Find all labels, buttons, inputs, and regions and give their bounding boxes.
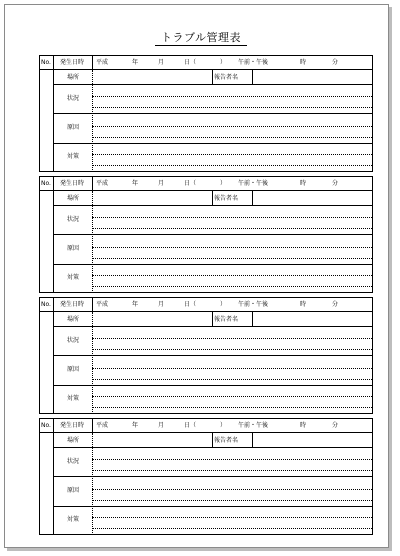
minute-label: 分 xyxy=(332,59,339,66)
year-label: 年 xyxy=(132,301,139,308)
reporter-label: 報告者名 xyxy=(214,195,239,202)
era-label: 平成 xyxy=(96,301,109,308)
number-label: No. xyxy=(41,180,51,187)
cause-label: 原因 xyxy=(66,245,79,252)
hour-label: 時 xyxy=(300,422,307,429)
countermeasure-line[interactable] xyxy=(92,407,372,408)
day-label: 日（ xyxy=(184,301,197,308)
cause-line[interactable] xyxy=(92,137,372,138)
day-label: 日（ xyxy=(184,59,197,66)
countermeasure-line[interactable] xyxy=(92,286,372,287)
year-label: 年 xyxy=(132,59,139,66)
situation-line[interactable] xyxy=(92,470,372,471)
situation-line[interactable] xyxy=(92,338,372,339)
paren-close-label: ） xyxy=(220,301,227,308)
countermeasure-line[interactable] xyxy=(92,165,372,166)
situation-line[interactable] xyxy=(92,349,372,350)
divider xyxy=(212,191,213,205)
divider xyxy=(212,312,213,326)
section-divider xyxy=(54,234,372,235)
place-label: 場所 xyxy=(66,195,79,202)
divider xyxy=(92,419,93,432)
place-row xyxy=(54,312,372,327)
situation-line[interactable] xyxy=(92,96,372,97)
countermeasure-label: 対策 xyxy=(66,395,79,402)
countermeasure-line[interactable] xyxy=(92,528,372,529)
reporter-label: 報告者名 xyxy=(214,437,239,444)
occurrence-datetime-field[interactable] xyxy=(96,181,370,187)
ampm-label: 午前・午後 xyxy=(238,422,269,429)
situation-line[interactable] xyxy=(92,217,372,218)
situation-label: 状況 xyxy=(66,458,79,465)
divider xyxy=(92,298,93,311)
record-number-cell[interactable] xyxy=(40,419,54,535)
month-label: 月 xyxy=(158,301,165,308)
situation-line[interactable] xyxy=(92,228,372,229)
cause-label: 原因 xyxy=(66,487,79,494)
countermeasure-line[interactable] xyxy=(92,517,372,518)
day-label: 日（ xyxy=(184,422,197,429)
divider xyxy=(252,312,253,326)
divider xyxy=(212,433,213,447)
cause-label: 原因 xyxy=(66,124,79,131)
divider xyxy=(92,177,93,190)
place-label: 場所 xyxy=(66,74,79,81)
trouble-record xyxy=(39,55,373,172)
countermeasure-line[interactable] xyxy=(92,396,372,397)
cause-line[interactable] xyxy=(92,489,372,490)
ampm-label: 午前・午後 xyxy=(238,59,269,66)
paren-close-label: ） xyxy=(220,180,227,187)
divider xyxy=(252,433,253,447)
section-divider xyxy=(54,506,372,507)
page-title: トラブル管理表 xyxy=(155,31,247,46)
countermeasure-line[interactable] xyxy=(92,154,372,155)
occurrence-label: 発生日時 xyxy=(60,301,85,308)
record-number-cell[interactable] xyxy=(40,56,54,172)
paren-close-label: ） xyxy=(220,422,227,429)
occurrence-label: 発生日時 xyxy=(60,180,85,187)
cause-line[interactable] xyxy=(92,126,372,127)
trouble-record xyxy=(39,297,373,414)
cause-line[interactable] xyxy=(92,247,372,248)
trouble-record xyxy=(39,418,373,535)
situation-line[interactable] xyxy=(92,459,372,460)
number-label: No. xyxy=(41,59,51,66)
section-divider xyxy=(54,113,372,114)
occurrence-datetime-field[interactable] xyxy=(96,423,370,429)
number-label: No. xyxy=(41,301,51,308)
occurrence-label: 発生日時 xyxy=(60,59,85,66)
section-divider xyxy=(54,476,372,477)
hour-label: 時 xyxy=(300,59,307,66)
occurrence-label: 発生日時 xyxy=(60,422,85,429)
paren-close-label: ） xyxy=(220,59,227,66)
era-label: 平成 xyxy=(96,59,109,66)
countermeasure-line[interactable] xyxy=(92,275,372,276)
divider xyxy=(212,70,213,84)
place-label: 場所 xyxy=(66,316,79,323)
cause-line[interactable] xyxy=(92,258,372,259)
situation-label: 状況 xyxy=(66,337,79,344)
day-label: 日（ xyxy=(184,180,197,187)
hour-label: 時 xyxy=(300,301,307,308)
place-row xyxy=(54,433,372,448)
divider xyxy=(252,70,253,84)
form-sheet xyxy=(4,4,389,548)
situation-line[interactable] xyxy=(92,107,372,108)
year-label: 年 xyxy=(132,422,139,429)
situation-label: 状況 xyxy=(66,216,79,223)
reporter-label: 報告者名 xyxy=(214,316,239,323)
divider xyxy=(92,56,93,69)
countermeasure-label: 対策 xyxy=(66,153,79,160)
year-label: 年 xyxy=(132,180,139,187)
reporter-label: 報告者名 xyxy=(214,74,239,81)
era-label: 平成 xyxy=(96,422,109,429)
cause-label: 原因 xyxy=(66,366,79,373)
hour-label: 時 xyxy=(300,180,307,187)
minute-label: 分 xyxy=(332,422,339,429)
minute-label: 分 xyxy=(332,301,339,308)
record-number-cell[interactable] xyxy=(40,298,54,414)
ampm-label: 午前・午後 xyxy=(238,301,269,308)
month-label: 月 xyxy=(158,59,165,66)
divider xyxy=(252,191,253,205)
cause-line[interactable] xyxy=(92,379,372,380)
occurrence-datetime-field[interactable] xyxy=(96,60,370,66)
situation-label: 状況 xyxy=(66,95,79,102)
occurrence-datetime-field[interactable] xyxy=(96,302,370,308)
section-divider xyxy=(54,355,372,356)
number-label: No. xyxy=(41,422,51,429)
ampm-label: 午前・午後 xyxy=(238,180,269,187)
era-label: 平成 xyxy=(96,180,109,187)
section-divider xyxy=(54,385,372,386)
countermeasure-label: 対策 xyxy=(66,274,79,281)
trouble-record xyxy=(39,176,373,293)
section-divider xyxy=(54,264,372,265)
place-row xyxy=(54,191,372,206)
section-divider xyxy=(54,143,372,144)
place-row xyxy=(54,70,372,85)
minute-label: 分 xyxy=(332,180,339,187)
record-number-cell[interactable] xyxy=(40,177,54,293)
month-label: 月 xyxy=(158,180,165,187)
cause-line[interactable] xyxy=(92,500,372,501)
month-label: 月 xyxy=(158,422,165,429)
cause-line[interactable] xyxy=(92,368,372,369)
countermeasure-label: 対策 xyxy=(66,516,79,523)
place-label: 場所 xyxy=(66,437,79,444)
